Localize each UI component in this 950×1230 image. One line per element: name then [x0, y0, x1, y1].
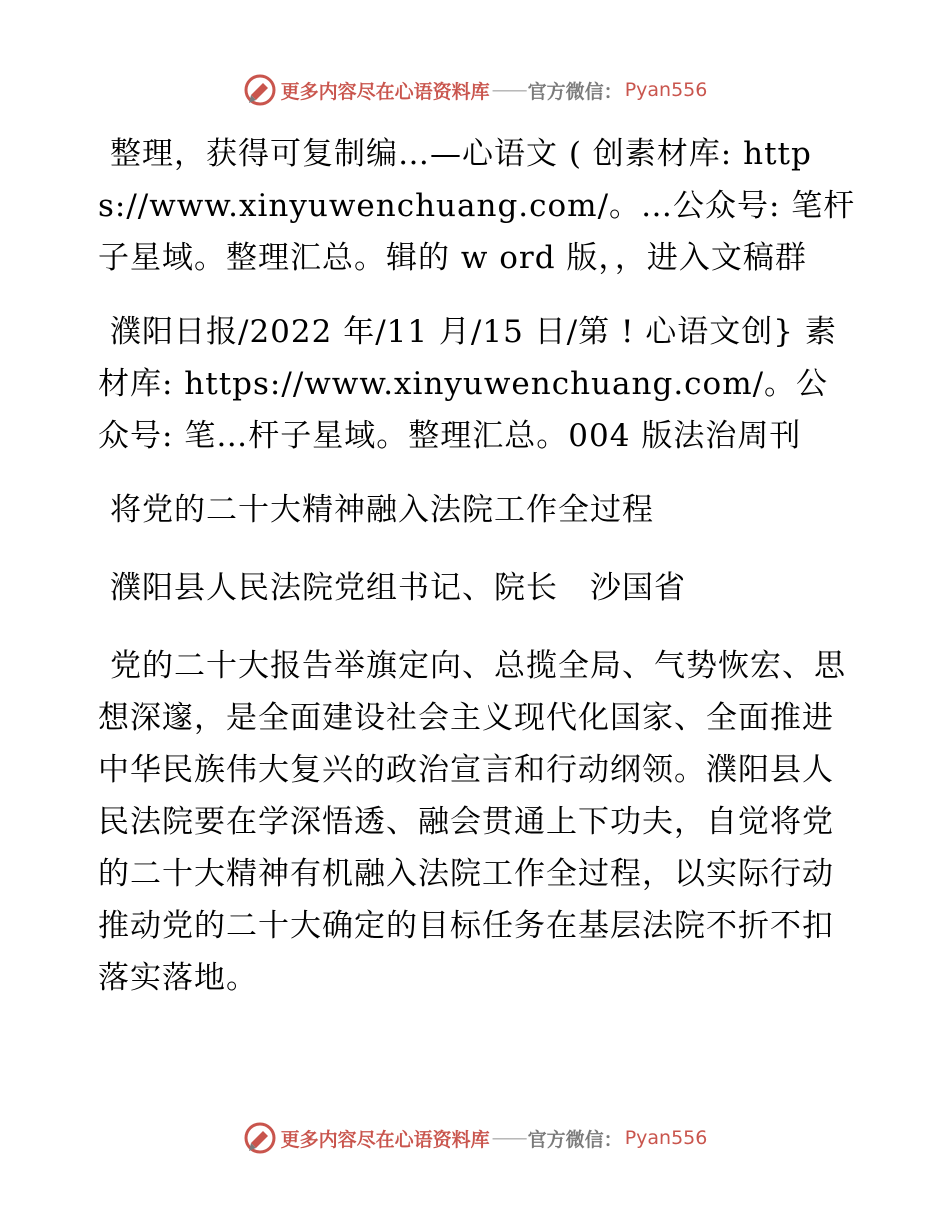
pen-logo-icon: [243, 1121, 277, 1155]
article-author: 濮阳县人民法院党组书记、院长 沙国省: [110, 570, 686, 606]
article-title: 将党的二十大精神融入法院工作全过程: [110, 492, 654, 528]
banner-main-text: 更多内容尽在心语资料库: [280, 1128, 490, 1151]
banner-contact: Pyan556: [624, 1127, 708, 1149]
banner-contact: Pyan556: [624, 79, 708, 101]
document-paragraph-2: 濮阳日报/2022 年/11 月/15 日/第 ! 心语文创} 素材库: https://www.xinyuwenchuang.com/。公众号: 笔…杆子星域。整理汇总。004 版法治周刊: [98, 314, 837, 454]
banner-main-text: 更多内容尽在心语资料库: [280, 80, 490, 103]
banner-label: 官方微信：: [527, 1128, 623, 1151]
document-paragraph-1: 整理，获得可复制编…—心语文 ( 创素材库: https://www.xinyuwenchuang.com/。…公众号: 笔杆子星域。整理汇总。辑的 w ord 版，，进入文稿群: [98, 136, 856, 276]
pen-logo-icon: [243, 73, 277, 107]
banner-dash: ——: [491, 79, 526, 101]
header-watermark-banner: [0, 70, 950, 110]
article-body-paragraph: 党的二十大报告举旗定向、总揽全局、气势恢宏、思想深邃，是全面建设社会主义现代化国家、全面推进中华民族伟大复兴的政治宣言和行动纲领。濮阳县人民法院要在学深悟透、融会贯通上下功夫，自觉将党的二十大精神有机融入法院工作全过程，以实际行动推动党的二十大确定的目标任务在基层法院不折不扣落实落地。: [98, 648, 846, 996]
document-content: [98, 128, 858, 1026]
banner-dash: ——: [491, 1127, 526, 1149]
footer-watermark-banner: [0, 1118, 950, 1158]
banner-label: 官方微信：: [527, 80, 623, 103]
